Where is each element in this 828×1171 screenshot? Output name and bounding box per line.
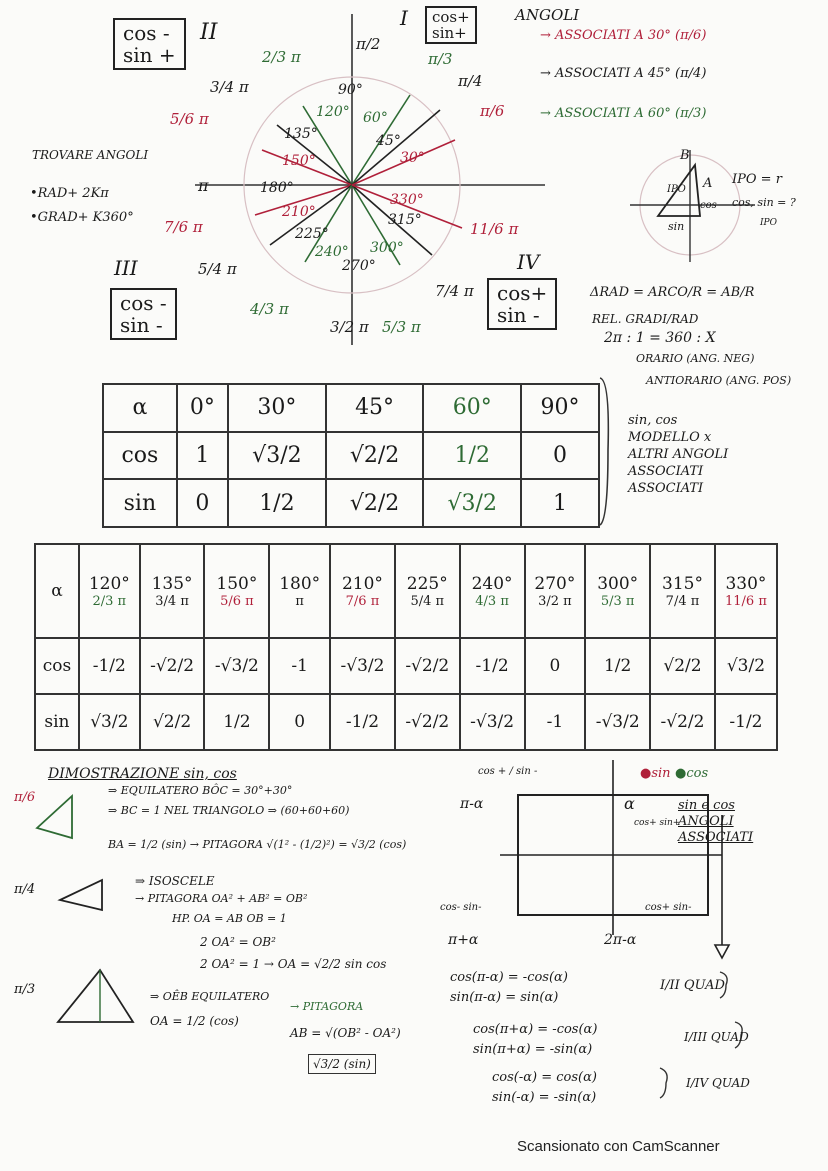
rad-value: 3/2 π bbox=[538, 593, 572, 609]
deg-value: 270° bbox=[534, 573, 576, 594]
deg-label-180: 180° bbox=[260, 180, 294, 196]
demo1-line3: BA = 1/2 (sin) → PITAGORA √(1² - (1/2)²) = √3/2 (cos) bbox=[108, 838, 407, 851]
table-cell: α bbox=[35, 544, 79, 638]
table-cell bbox=[395, 544, 460, 638]
q2-label: II bbox=[200, 20, 218, 45]
q4-cos-sign: cos+ bbox=[497, 281, 548, 305]
rad-label-225: 5/4 π bbox=[198, 260, 237, 278]
deg-value: 300° bbox=[597, 573, 639, 594]
table-cell: 0° bbox=[177, 384, 228, 432]
angles-line-45: → ASSOCIATI A 45° (π/4) bbox=[540, 66, 707, 81]
table-cell: cos bbox=[103, 432, 177, 480]
table-cell: -1 bbox=[269, 638, 330, 694]
deg-label-330: 330° bbox=[390, 192, 424, 208]
angles-line-60: → ASSOCIATI A 60° (π/3) bbox=[540, 106, 707, 121]
table-cell: √2/2 bbox=[326, 479, 424, 527]
tri-sin: sin bbox=[668, 220, 685, 233]
table-row bbox=[103, 432, 599, 480]
other-angles-table bbox=[34, 543, 778, 751]
q1-sin-sign: sin+ bbox=[432, 24, 467, 42]
deg-label-210: 210° bbox=[282, 204, 316, 220]
formula-4: sin(π+α) = -sin(α) bbox=[473, 1042, 593, 1057]
table-cell: √2/2 bbox=[650, 638, 715, 694]
deg-value: 210° bbox=[341, 573, 383, 594]
table-cell: 1/2 bbox=[423, 432, 521, 480]
table-cell: 30° bbox=[228, 384, 326, 432]
rad-def-5: ANTIORARIO (ANG. POS) bbox=[646, 374, 792, 387]
side-note-line: sin, cos bbox=[628, 413, 678, 428]
table-cell: √3/2 bbox=[228, 432, 326, 480]
assoc-q4: cos+ sin- bbox=[645, 902, 692, 913]
deg-label-120: 120° bbox=[316, 104, 350, 120]
q1-sign-box bbox=[425, 6, 477, 44]
table-cell: -√2/2 bbox=[650, 694, 715, 750]
table-cell: -1/2 bbox=[79, 638, 140, 694]
assoc-q1: cos+ sin+ bbox=[634, 818, 681, 828]
rad-def-1: ΔRAD = ARCO/R = AB/R bbox=[590, 285, 755, 300]
rad-value: 11/6 π bbox=[725, 593, 767, 609]
table-cell: 0 bbox=[521, 432, 599, 480]
table-cell bbox=[79, 544, 140, 638]
table-cell bbox=[330, 544, 395, 638]
rad-label-180: π bbox=[198, 176, 209, 195]
table-cell: α bbox=[103, 384, 177, 432]
rad-value: 5/4 π bbox=[410, 593, 445, 609]
table-cell: sin bbox=[103, 479, 177, 527]
deg-label-45: 45° bbox=[376, 133, 401, 149]
angles-line-30: → ASSOCIATI A 30° (π/6) bbox=[540, 28, 707, 43]
table1-side-note bbox=[628, 412, 728, 497]
rad-def-4: ORARIO (ANG. NEG) bbox=[636, 352, 755, 365]
tri-a: A bbox=[703, 176, 713, 191]
rad-label-30: π/6 bbox=[480, 102, 505, 120]
assoc-title-line: ASSOCIATI bbox=[678, 830, 754, 845]
table-cell: 1 bbox=[521, 479, 599, 527]
q3-cos-sign: cos - bbox=[120, 291, 167, 315]
table-cell: 0 bbox=[525, 638, 586, 694]
side-note-line: MODELLO x bbox=[628, 430, 712, 445]
assoc-pi-plus: π+α bbox=[448, 932, 479, 948]
deg-value: 180° bbox=[279, 573, 321, 594]
assoc-title-line: ANGOLI bbox=[678, 814, 734, 829]
table-cell: -√3/2 bbox=[585, 694, 650, 750]
deg-value: 150° bbox=[216, 573, 258, 594]
q2-cos-sign: cos - bbox=[123, 21, 170, 45]
rad-label-315: 7/4 π bbox=[435, 282, 474, 300]
table-cell: 0 bbox=[177, 479, 228, 527]
side-note-line: ALTRI ANGOLI bbox=[628, 447, 729, 462]
deg-label-60: 60° bbox=[363, 110, 388, 126]
q3-label: III bbox=[114, 256, 138, 280]
rad-label-135: 3/4 π bbox=[210, 78, 249, 96]
demo2-line2: → PITAGORA OA² + AB² = OB² bbox=[135, 892, 308, 905]
table-cell bbox=[460, 544, 525, 638]
demo2-line3: HP. OA = AB OB = 1 bbox=[172, 912, 287, 925]
table-cell bbox=[204, 544, 269, 638]
rad-value: 2/3 π bbox=[92, 593, 127, 609]
rad-value: 5/3 π bbox=[600, 593, 635, 609]
demo3-angle: π/3 bbox=[14, 982, 36, 997]
deg-value: 330° bbox=[725, 573, 767, 594]
table-cell: 1 bbox=[177, 432, 228, 480]
table-cell: 45° bbox=[326, 384, 424, 432]
demo1-angle: π/6 bbox=[14, 790, 36, 805]
demo3-line3: → PITAGORA bbox=[290, 1000, 364, 1013]
table-row bbox=[35, 638, 777, 694]
formula-5: cos(-α) = cos(α) bbox=[492, 1070, 597, 1085]
table-cell: -√3/2 bbox=[330, 638, 395, 694]
assoc-pi-minus: π-α bbox=[460, 796, 484, 812]
rad-label-150: 5/6 π bbox=[170, 110, 209, 128]
deg-label-225: 225° bbox=[295, 226, 329, 242]
table-cell: -√2/2 bbox=[140, 638, 205, 694]
table-cell: -√3/2 bbox=[204, 638, 269, 694]
table-cell bbox=[715, 544, 777, 638]
deg-label-270: 270° bbox=[342, 258, 376, 274]
assoc-two-pi-minus: 2π-α bbox=[604, 932, 637, 948]
formula-6: sin(-α) = -sin(α) bbox=[492, 1090, 597, 1105]
quad-1-2: I/II QUAD bbox=[660, 978, 725, 993]
q3-sin-sign: sin - bbox=[120, 313, 163, 337]
q4-sin-sign: sin - bbox=[497, 303, 540, 327]
note-find-angles: TROVARE ANGOLI bbox=[32, 148, 149, 162]
table-cell: -1/2 bbox=[330, 694, 395, 750]
table-cell bbox=[140, 544, 205, 638]
scanner-footer: Scansionato con CamScanner bbox=[517, 1138, 720, 1155]
note-grad: •GRAD+ K360° bbox=[30, 210, 134, 225]
assoc-alpha: α bbox=[624, 794, 635, 813]
table-cell: √2/2 bbox=[140, 694, 205, 750]
demo-title: DIMOSTRAZIONE sin, cos bbox=[48, 766, 237, 782]
table-cell: √3/2 bbox=[715, 638, 777, 694]
rad-value: 4/3 π bbox=[475, 593, 509, 609]
deg-value: 240° bbox=[471, 573, 513, 594]
rad-value: 7/6 π bbox=[345, 593, 380, 609]
q2-sign-box bbox=[113, 18, 186, 70]
rad-label-300: 5/3 π bbox=[382, 318, 421, 336]
demo3-line2: OA = 1/2 (cos) bbox=[150, 1014, 239, 1028]
table-cell: cos bbox=[35, 638, 79, 694]
table-row bbox=[35, 694, 777, 750]
q1-cos-sign: cos+ bbox=[432, 8, 470, 26]
rad-label-45: π/4 bbox=[458, 72, 483, 90]
deg-label-135: 135° bbox=[284, 126, 318, 142]
rad-value: 5/6 π bbox=[220, 593, 254, 609]
table-cell: sin bbox=[35, 694, 79, 750]
deg-label-240: 240° bbox=[315, 244, 349, 260]
deg-value: 120° bbox=[88, 573, 130, 594]
note-rad: •RAD+ 2Kπ bbox=[30, 186, 109, 201]
table-row bbox=[103, 384, 599, 432]
quad-1-4: I/IV QUAD bbox=[686, 1076, 750, 1090]
demo2-angle: π/4 bbox=[14, 882, 36, 897]
rad-label-90: π/2 bbox=[356, 35, 381, 53]
table-cell: √3/2 bbox=[79, 694, 140, 750]
demo3-line1: ⇒ OÊB EQUILATERO bbox=[150, 990, 270, 1003]
table-cell: 1/2 bbox=[585, 638, 650, 694]
formula-2: sin(π-α) = sin(α) bbox=[450, 990, 559, 1005]
deg-label-315: 315° bbox=[388, 212, 422, 228]
table-cell: 90° bbox=[521, 384, 599, 432]
table-cell: -1/2 bbox=[460, 638, 525, 694]
assoc-q3: cos- sin- bbox=[440, 902, 482, 913]
demo2-line5: 2 OA² = 1 → OA = √2/2 sin cos bbox=[200, 957, 387, 971]
q4-label: IV bbox=[517, 250, 540, 274]
quad-1-3: I/III QUAD bbox=[684, 1030, 749, 1044]
assoc-top-label: cos + / sin - bbox=[478, 766, 538, 777]
q3-sign-box bbox=[110, 288, 177, 340]
rad-def-2: REL. GRADI/RAD bbox=[592, 312, 699, 326]
q1-label: I bbox=[400, 6, 408, 30]
demo2-line4: 2 OA² = OB² bbox=[200, 935, 276, 949]
tri-eq3: IPO bbox=[760, 218, 777, 228]
table-cell: 60° bbox=[423, 384, 521, 432]
legend-sin: ●sin bbox=[640, 766, 671, 781]
table-cell: -√2/2 bbox=[395, 638, 460, 694]
deg-value: 135° bbox=[151, 573, 193, 594]
deg-label-90: 90° bbox=[338, 82, 363, 98]
rad-label-330: 11/6 π bbox=[470, 220, 519, 238]
tri-cos: cos bbox=[700, 200, 717, 211]
rad-label-60: π/3 bbox=[428, 50, 453, 68]
tri-ipo: IPO bbox=[667, 184, 686, 195]
table-cell bbox=[650, 544, 715, 638]
legend-cos: ●cos bbox=[675, 766, 709, 781]
rad-def-3: 2π : 1 = 360 : X bbox=[604, 330, 716, 346]
table-cell bbox=[525, 544, 586, 638]
q2-sin-sign: sin + bbox=[123, 43, 176, 67]
rad-label-210: 7/6 π bbox=[164, 218, 203, 236]
table-row bbox=[35, 544, 777, 638]
q4-sign-box bbox=[487, 278, 557, 330]
assoc-title-line: sin e cos bbox=[678, 798, 735, 813]
demo2-line1: ⇒ ISOSCELE bbox=[135, 874, 215, 888]
table-cell bbox=[585, 544, 650, 638]
rad-label-120: 2/3 π bbox=[262, 48, 301, 66]
rad-value: 7/4 π bbox=[665, 593, 700, 609]
deg-value: 225° bbox=[406, 573, 448, 594]
assoc-title bbox=[678, 798, 753, 846]
deg-label-150: 150° bbox=[282, 153, 316, 169]
formula-1: cos(π-α) = -cos(α) bbox=[450, 970, 568, 985]
table-cell bbox=[269, 544, 330, 638]
table-cell: -√3/2 bbox=[460, 694, 525, 750]
demo1-line1: ⇒ EQUILATERO BÔC = 30°+30° bbox=[108, 784, 293, 797]
table-cell: 0 bbox=[269, 694, 330, 750]
demo1-line2: ⇒ BC = 1 NEL TRIANGOLO ⇒ (60+60+60) bbox=[108, 804, 350, 817]
rad-label-240: 4/3 π bbox=[250, 300, 289, 318]
rad-label-270: 3/2 π bbox=[330, 318, 369, 336]
formula-3: cos(π+α) = -cos(α) bbox=[473, 1022, 598, 1037]
table-cell: 1/2 bbox=[204, 694, 269, 750]
angles-title: ANGOLI bbox=[515, 6, 580, 24]
side-note-line: ASSOCIATI bbox=[628, 464, 704, 479]
deg-label-30: 30° bbox=[400, 150, 425, 166]
table-cell: -√2/2 bbox=[395, 694, 460, 750]
base-angles-table bbox=[102, 383, 600, 528]
side-note-line: ASSOCIATI bbox=[628, 481, 704, 496]
demo3-line4: AB = √(OB² - OA²) bbox=[290, 1026, 401, 1040]
deg-value: 315° bbox=[662, 573, 703, 594]
table-cell: √3/2 bbox=[423, 479, 521, 527]
table-row bbox=[103, 479, 599, 527]
rad-value: 3/4 π bbox=[155, 593, 189, 609]
deg-label-300: 300° bbox=[370, 240, 404, 256]
table-cell: √2/2 bbox=[326, 432, 424, 480]
tri-eq1: IPO = r bbox=[732, 172, 782, 187]
table-cell: -1 bbox=[525, 694, 586, 750]
table-cell: -1/2 bbox=[715, 694, 777, 750]
table-cell: 1/2 bbox=[228, 479, 326, 527]
demo3-line5: √3/2 (sin) bbox=[308, 1054, 376, 1074]
tri-b: B bbox=[680, 148, 690, 163]
tri-eq2: cos, sin = ? bbox=[732, 196, 796, 209]
rad-value: π bbox=[295, 593, 304, 609]
